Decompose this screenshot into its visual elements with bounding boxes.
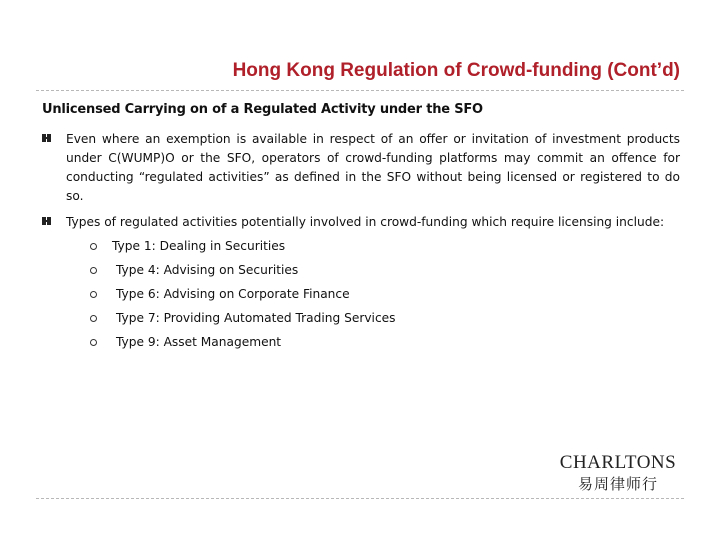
sub-bullet-item [90, 306, 680, 330]
bottom-divider [36, 498, 684, 499]
sub-bullet-text: Type 7: Providing Automated Trading Services [116, 311, 396, 325]
sub-bullet-item [90, 258, 680, 282]
sub-bullet-item [90, 330, 680, 354]
sub-bullet-text: Type 6: Advising on Corporate Finance [116, 287, 350, 301]
circle-bullet-icon [90, 267, 97, 274]
bullet-item [42, 130, 680, 206]
slide-title: Hong Kong Regulation of Crowd-funding (Cont’d) [232, 60, 680, 81]
section-subheading: Unlicensed Carrying on of a Regulated Activity under the SFO [42, 102, 483, 117]
circle-bullet-icon [90, 315, 97, 322]
ribbon-bullet-icon [42, 216, 52, 226]
ribbon-bullet-icon [42, 133, 52, 143]
bullet-list [42, 130, 680, 361]
sub-bullet-text: Type 9: Asset Management [116, 335, 282, 349]
circle-bullet-icon [90, 339, 97, 346]
charltons-logo [556, 452, 680, 494]
bullet-text: Types of regulated activities potentially involved in crowd-funding which require licensing include: [66, 215, 665, 229]
sub-bullet-text: Type 1: Dealing in Securities [112, 239, 286, 253]
sub-bullet-item [90, 282, 680, 306]
bullet-item [42, 213, 680, 354]
bullet-text: Even where an exemption is available in respect of an offer or invitation of investment products under C(WUMP)O or the SFO, operators of crowd-funding platforms may commit an offence for conducting “regulated activities” as defined in the SFO without being licensed or registered to do so. [66, 132, 680, 203]
sub-bullet-list [90, 234, 680, 354]
sub-bullet-item [90, 234, 680, 258]
circle-bullet-icon [90, 291, 97, 298]
logo-chinese-text: 易周律师行 [577, 475, 658, 493]
logo-english-text: CHARLTONS [559, 452, 677, 473]
sub-bullet-text: Type 4: Advising on Securities [116, 263, 299, 277]
top-divider [36, 90, 684, 91]
circle-bullet-icon [90, 243, 97, 250]
